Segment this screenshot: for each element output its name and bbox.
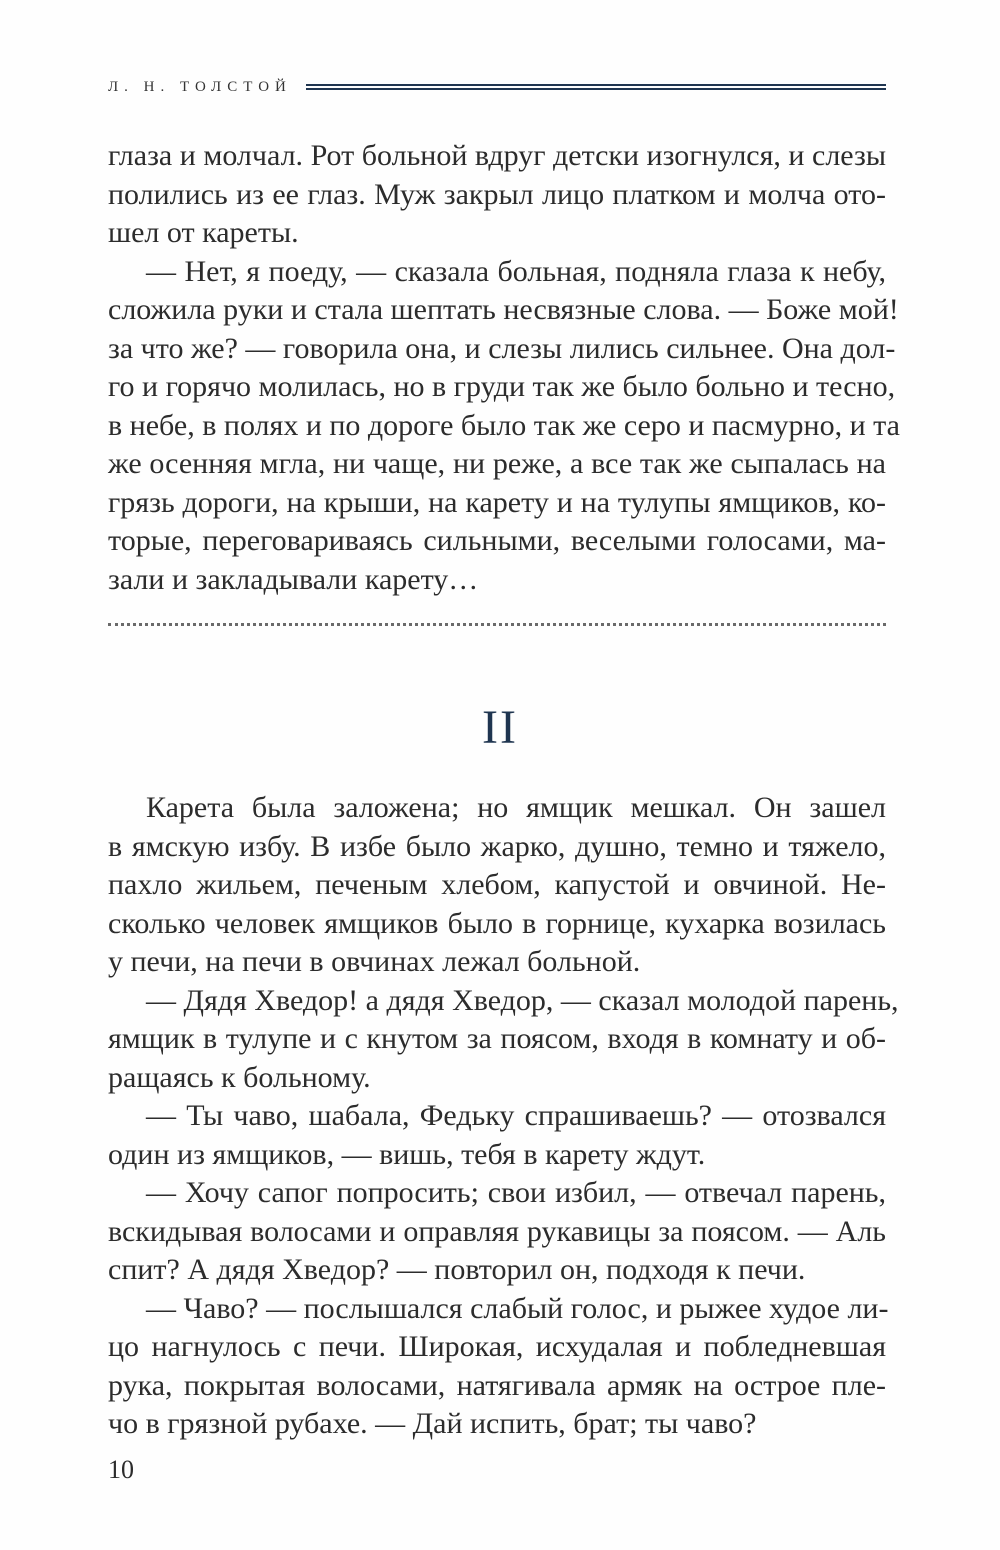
text-line: спит? А дядя Хведор? — повторил он, подходя к печи. (108, 1253, 806, 1286)
text-line: — Чаво? — послышался слабый голос, и рыжее худое ли- (146, 1291, 889, 1325)
text-line: грязь дороги, на крыши, на карету и на тулупы ямщиков, ко- (108, 485, 886, 519)
text-line: — Нет, я поеду, — сказала больная, подняла глаза к небу, (146, 254, 886, 288)
text-line: — Дядя Хведор! а дядя Хведор, — сказал молодой парень, (146, 983, 899, 1017)
text-line: рука, покрытая волосами, натягивала армяк на острое пле- (108, 1368, 886, 1402)
page-number: 10 (108, 1455, 134, 1484)
text-line: сложила руки и стала шептать несвязные слова. — Боже мой! (108, 293, 899, 326)
text-line: цо нагнулось с печи. Широкая, исхудалая и побледневшая (108, 1330, 886, 1363)
text-line: — Хочу сапог попросить; свои избил, — отвечал парень, (146, 1176, 886, 1209)
text-line: пахло жильем, печеным хлебом, капустой и овчиной. Не- (108, 868, 886, 901)
text-line: за что же? — говорила она, и слезы лились сильнее. Она дол- (108, 331, 896, 365)
text-line: — Ты чаво, шабала, Федьку спрашиваешь? — отозвался (146, 1099, 886, 1132)
text-line: Карета была заложена; но ямщик мешкал. Он зашел (146, 791, 886, 824)
section-break-dots (108, 620, 886, 626)
text-line: же осенняя мгла, ни чаще, ни реже, а все так же сыпалась на (108, 447, 886, 480)
text-line: вскидывая волосами и оправляя рукавицы за поясом. — Аль (108, 1214, 886, 1248)
text-line: ямщик в тулупе и с кнутом за поясом, входя в комнату и об- (108, 1022, 886, 1055)
text-line: шел от кареты. (108, 216, 299, 249)
header-rule (306, 84, 886, 90)
text-line: го и горячо молилась, но в груди так же было больно и тесно, (108, 370, 896, 403)
text-line: в небе, в полях и по дороге было так же серо и пасмурно, и та (108, 408, 900, 442)
text-line: чо в грязной рубахе. — Дай испить, брат; ты чаво? (108, 1407, 757, 1440)
text-line: сколько человек ямщиков было в горнице, кухарка возилась (108, 906, 886, 940)
text-line: один из ямщиков, — вишь, тебя в карету ждут. (108, 1137, 706, 1171)
text-line: полились из ее глаз. Муж закрыл лицо платком и молча ото- (108, 177, 886, 211)
text-line: ращаясь к больному. (108, 1060, 371, 1094)
text-line: торые, переговариваясь сильными, веселыми голосами, ма- (108, 524, 886, 557)
chapter-heading: II (482, 701, 518, 754)
running-header (108, 72, 886, 102)
text-block-1 (108, 137, 900, 599)
text-line: у печи, на печи в овчинах лежал больной. (108, 945, 641, 978)
text-line: глаза и молчал. Рот больной вдруг детски изогнулся, и слезы (108, 139, 886, 172)
text-block-2 (108, 789, 899, 1444)
text-line: зали и закладывали карету… (108, 562, 479, 596)
author-name: Л. Н. ТОЛСТОЙ (108, 78, 292, 95)
text-line: в ямскую избу. В избе было жарко, душно, темно и тяжело, (108, 829, 886, 863)
